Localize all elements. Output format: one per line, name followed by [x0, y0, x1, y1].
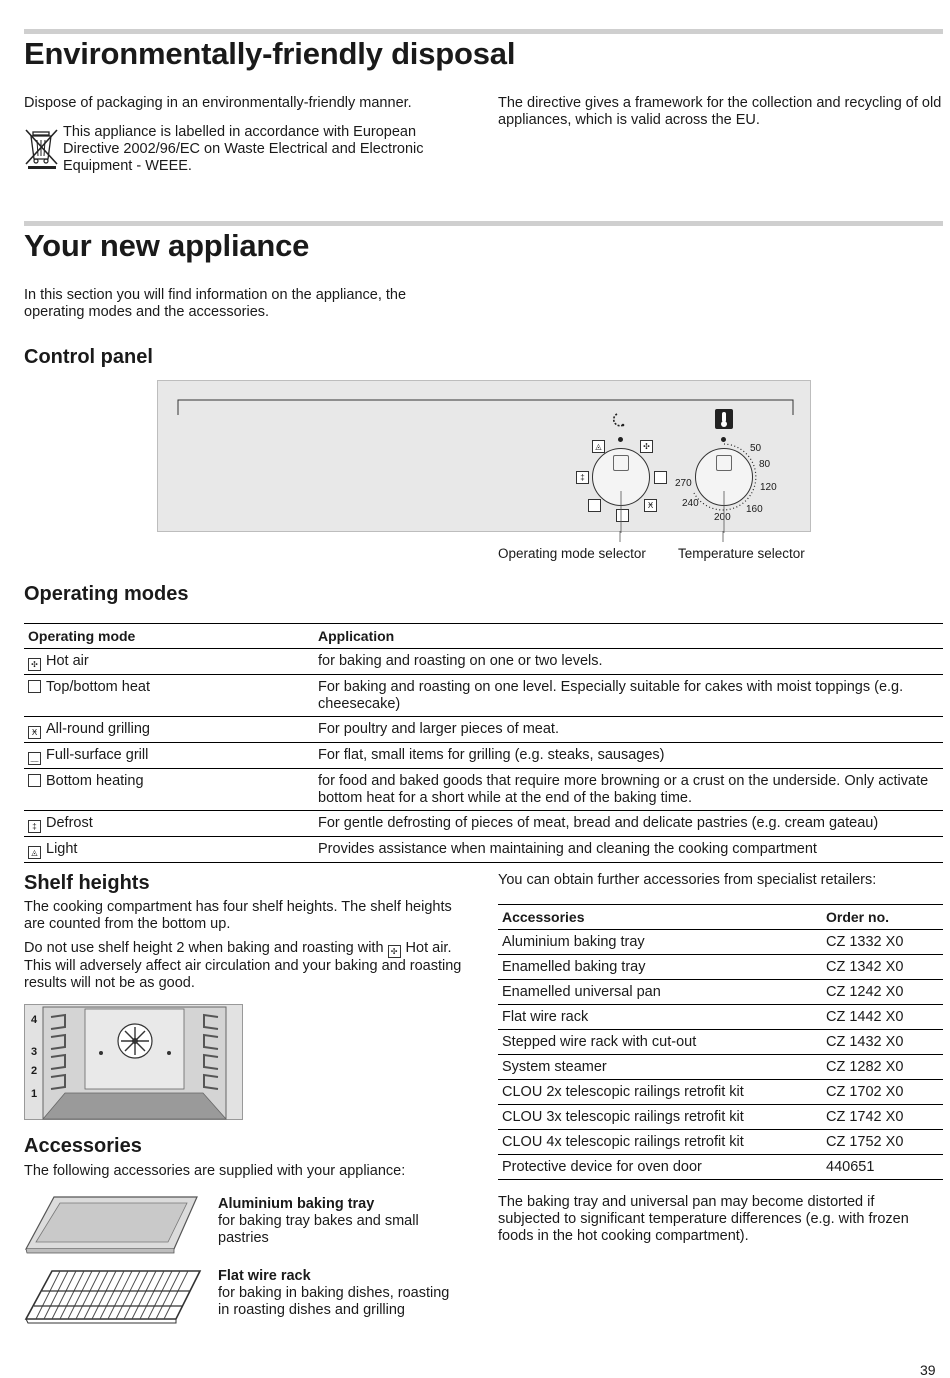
mode-name: Full-surface grill	[46, 747, 149, 763]
bottom-heating-icon	[28, 774, 41, 787]
accessory-cell: Enamelled baking tray	[498, 955, 822, 980]
accessory-cell: System steamer	[498, 1055, 822, 1080]
directive-text: The directive gives a framework for the collection and recycling of old appliances, which is valid across the EU.	[498, 95, 942, 128]
accessory-cell: Flat wire rack	[498, 1005, 822, 1030]
temp-mark: 270	[675, 478, 692, 489]
baking-tray-illustration	[24, 1194, 200, 1256]
hot-air-icon: ✣	[388, 945, 401, 958]
accessory-cell: Stepped wire rack with cut-out	[498, 1030, 822, 1055]
shelf-heights-title: Shelf heights	[24, 872, 150, 894]
mode-name: Defrost	[46, 815, 93, 831]
further-accessories-intro: You can obtain further accessories from specialist retailers:	[498, 872, 877, 888]
table-row	[498, 980, 943, 1005]
order-cell: CZ 1752 X0	[822, 1130, 943, 1155]
order-cell: CZ 1332 X0	[822, 930, 943, 955]
table-row	[24, 717, 943, 743]
shelf-text-2b: Hot air. This will adversely affect air circulation and your baking and roasting results will not be as good.	[24, 940, 462, 991]
packaging-text: Dispose of packaging in an environmentally-friendly manner.	[24, 95, 412, 111]
table-row	[498, 1030, 943, 1055]
order-cell: 440651	[822, 1155, 943, 1180]
distortion-note: The baking tray and universal pan may become distorted if subjected to significant temperature differences (e.g. with frozen foods in the hot cooking compartment).	[498, 1194, 909, 1244]
mode-application: Provides assistance when maintaining and cleaning the cooking compartment	[314, 837, 943, 863]
accessory-cell: CLOU 4x telescopic railings retrofit kit	[498, 1130, 822, 1155]
appliance-title: Your new appliance	[24, 228, 310, 263]
shelf-text-2a: Do not use shelf height 2 when baking and roasting with	[24, 940, 384, 956]
hot-air-icon: ✣	[28, 658, 41, 671]
accessories-title: Accessories	[24, 1135, 142, 1157]
accessory-cell: Enamelled universal pan	[498, 980, 822, 1005]
table-row	[498, 1155, 943, 1180]
temp-mark: 240	[682, 498, 699, 509]
mode-application: For gentle defrosting of pieces of meat, bread and delicate pastries (e.g. cream gateau)	[314, 811, 943, 837]
control-panel-illustration	[157, 380, 811, 532]
all-round-grilling-icon: Ӿ	[28, 726, 41, 739]
table-row	[24, 811, 943, 837]
control-panel-title: Control panel	[24, 346, 153, 368]
section-rule	[24, 221, 943, 226]
order-cell: CZ 1702 X0	[822, 1080, 943, 1105]
light-icon: ◬	[28, 846, 41, 859]
col-header-application: Application	[314, 624, 943, 649]
order-cell: CZ 1442 X0	[822, 1005, 943, 1030]
accessory-desc: for baking tray bakes and small pastries	[218, 1213, 419, 1246]
accessory-cell: Aluminium baking tray	[498, 930, 822, 955]
table-row	[24, 649, 943, 675]
mode-name: Light	[46, 841, 78, 857]
order-cell: CZ 1342 X0	[822, 955, 943, 980]
col-header-order: Order no.	[822, 905, 943, 930]
temp-mark: 50	[750, 443, 762, 454]
table-row	[498, 1105, 943, 1130]
appliance-intro: In this section you will find information on the appliance, the operating modes and the accessories.	[24, 287, 407, 320]
table-row	[498, 1130, 943, 1155]
weee-bin-icon	[24, 126, 60, 170]
mode-application: For flat, small items for grilling (e.g. steaks, sausages)	[314, 743, 943, 769]
accessory-name: Aluminium baking tray	[218, 1196, 375, 1212]
operating-modes-title: Operating modes	[24, 583, 189, 605]
mode-application: For baking and roasting on one level. Especially suitable for cakes with moist toppings (e.g. cheesecake)	[314, 675, 943, 717]
accessories-intro: The following accessories are supplied with your appliance:	[24, 1163, 406, 1179]
table-header-row	[498, 905, 943, 930]
temperature-selector-label: Temperature selector	[678, 546, 805, 561]
temp-mark: 120	[760, 482, 777, 493]
weee-text: This appliance is labelled in accordance with European Directive 2002/96/EC on Waste Electrical and Electronic Equipment - WEEE.	[63, 124, 424, 174]
table-row	[24, 769, 943, 811]
mode-application: for baking and roasting on one or two levels.	[314, 649, 943, 675]
shelf-text-1: The cooking compartment has four shelf heights. The shelf heights are counted from the bottom up.	[24, 899, 452, 932]
table-row	[498, 1005, 943, 1030]
light-icon: ◬	[592, 440, 605, 453]
table-row	[498, 955, 943, 980]
accessory-cell: CLOU 3x telescopic railings retrofit kit	[498, 1105, 822, 1130]
mode-application: For poultry and larger pieces of meat.	[314, 717, 943, 743]
order-cell: CZ 1242 X0	[822, 980, 943, 1005]
mode-name: All-round grilling	[46, 721, 150, 737]
mode-name: Hot air	[46, 653, 89, 669]
shelf-level-label: 1	[31, 1088, 38, 1100]
table-row	[24, 837, 943, 863]
wire-rack-illustration	[24, 1268, 204, 1324]
defrost-icon: ‡	[576, 471, 589, 484]
order-cell: CZ 1282 X0	[822, 1055, 943, 1080]
col-header-accessory: Accessories	[498, 905, 822, 930]
temp-mark: 80	[759, 459, 771, 470]
top-bottom-heat-icon	[28, 680, 41, 693]
defrost-icon: ‡	[28, 820, 41, 833]
all-round-grilling-icon: Ӿ	[644, 499, 657, 512]
table-row	[498, 1080, 943, 1105]
table-row	[498, 930, 943, 955]
col-header-mode: Operating mode	[24, 624, 314, 649]
temp-mark: 160	[746, 504, 763, 515]
accessory-name: Flat wire rack	[218, 1268, 311, 1284]
table-row	[498, 1055, 943, 1080]
temp-mark: 200	[714, 512, 731, 523]
accessory-cell: Protective device for oven door	[498, 1155, 822, 1180]
mode-name: Bottom heating	[46, 773, 144, 789]
order-cell: CZ 1742 X0	[822, 1105, 943, 1130]
mode-selector-label: Operating mode selector	[498, 546, 646, 561]
table-row	[24, 743, 943, 769]
order-cell: CZ 1432 X0	[822, 1030, 943, 1055]
table-row	[24, 675, 943, 717]
shelf-level-label: 4	[31, 1014, 38, 1026]
page-number: 39	[920, 1362, 936, 1378]
disposal-title: Environmentally-friendly disposal	[24, 36, 516, 71]
table-header-row	[24, 624, 943, 649]
accessory-desc: for baking in baking dishes, roasting in roasting dishes and grilling	[218, 1285, 450, 1318]
section-rule	[24, 29, 943, 34]
hot-air-icon: ✣	[640, 440, 653, 453]
accessories-table	[498, 904, 943, 1180]
operating-modes-table	[24, 623, 943, 863]
mode-name: Top/bottom heat	[46, 679, 150, 695]
shelf-level-label: 3	[31, 1046, 38, 1058]
mode-application: for food and baked goods that require more browning or a crust on the underside. Only activate bottom heat for a short while at the end of the baking time.	[314, 769, 943, 811]
oven-interior-illustration	[24, 1004, 243, 1120]
accessory-cell: CLOU 2x telescopic railings retrofit kit	[498, 1080, 822, 1105]
full-surface-grill-icon: ﹏	[28, 752, 41, 765]
shelf-level-label: 2	[31, 1065, 38, 1077]
shelf-text-2	[24, 940, 469, 992]
